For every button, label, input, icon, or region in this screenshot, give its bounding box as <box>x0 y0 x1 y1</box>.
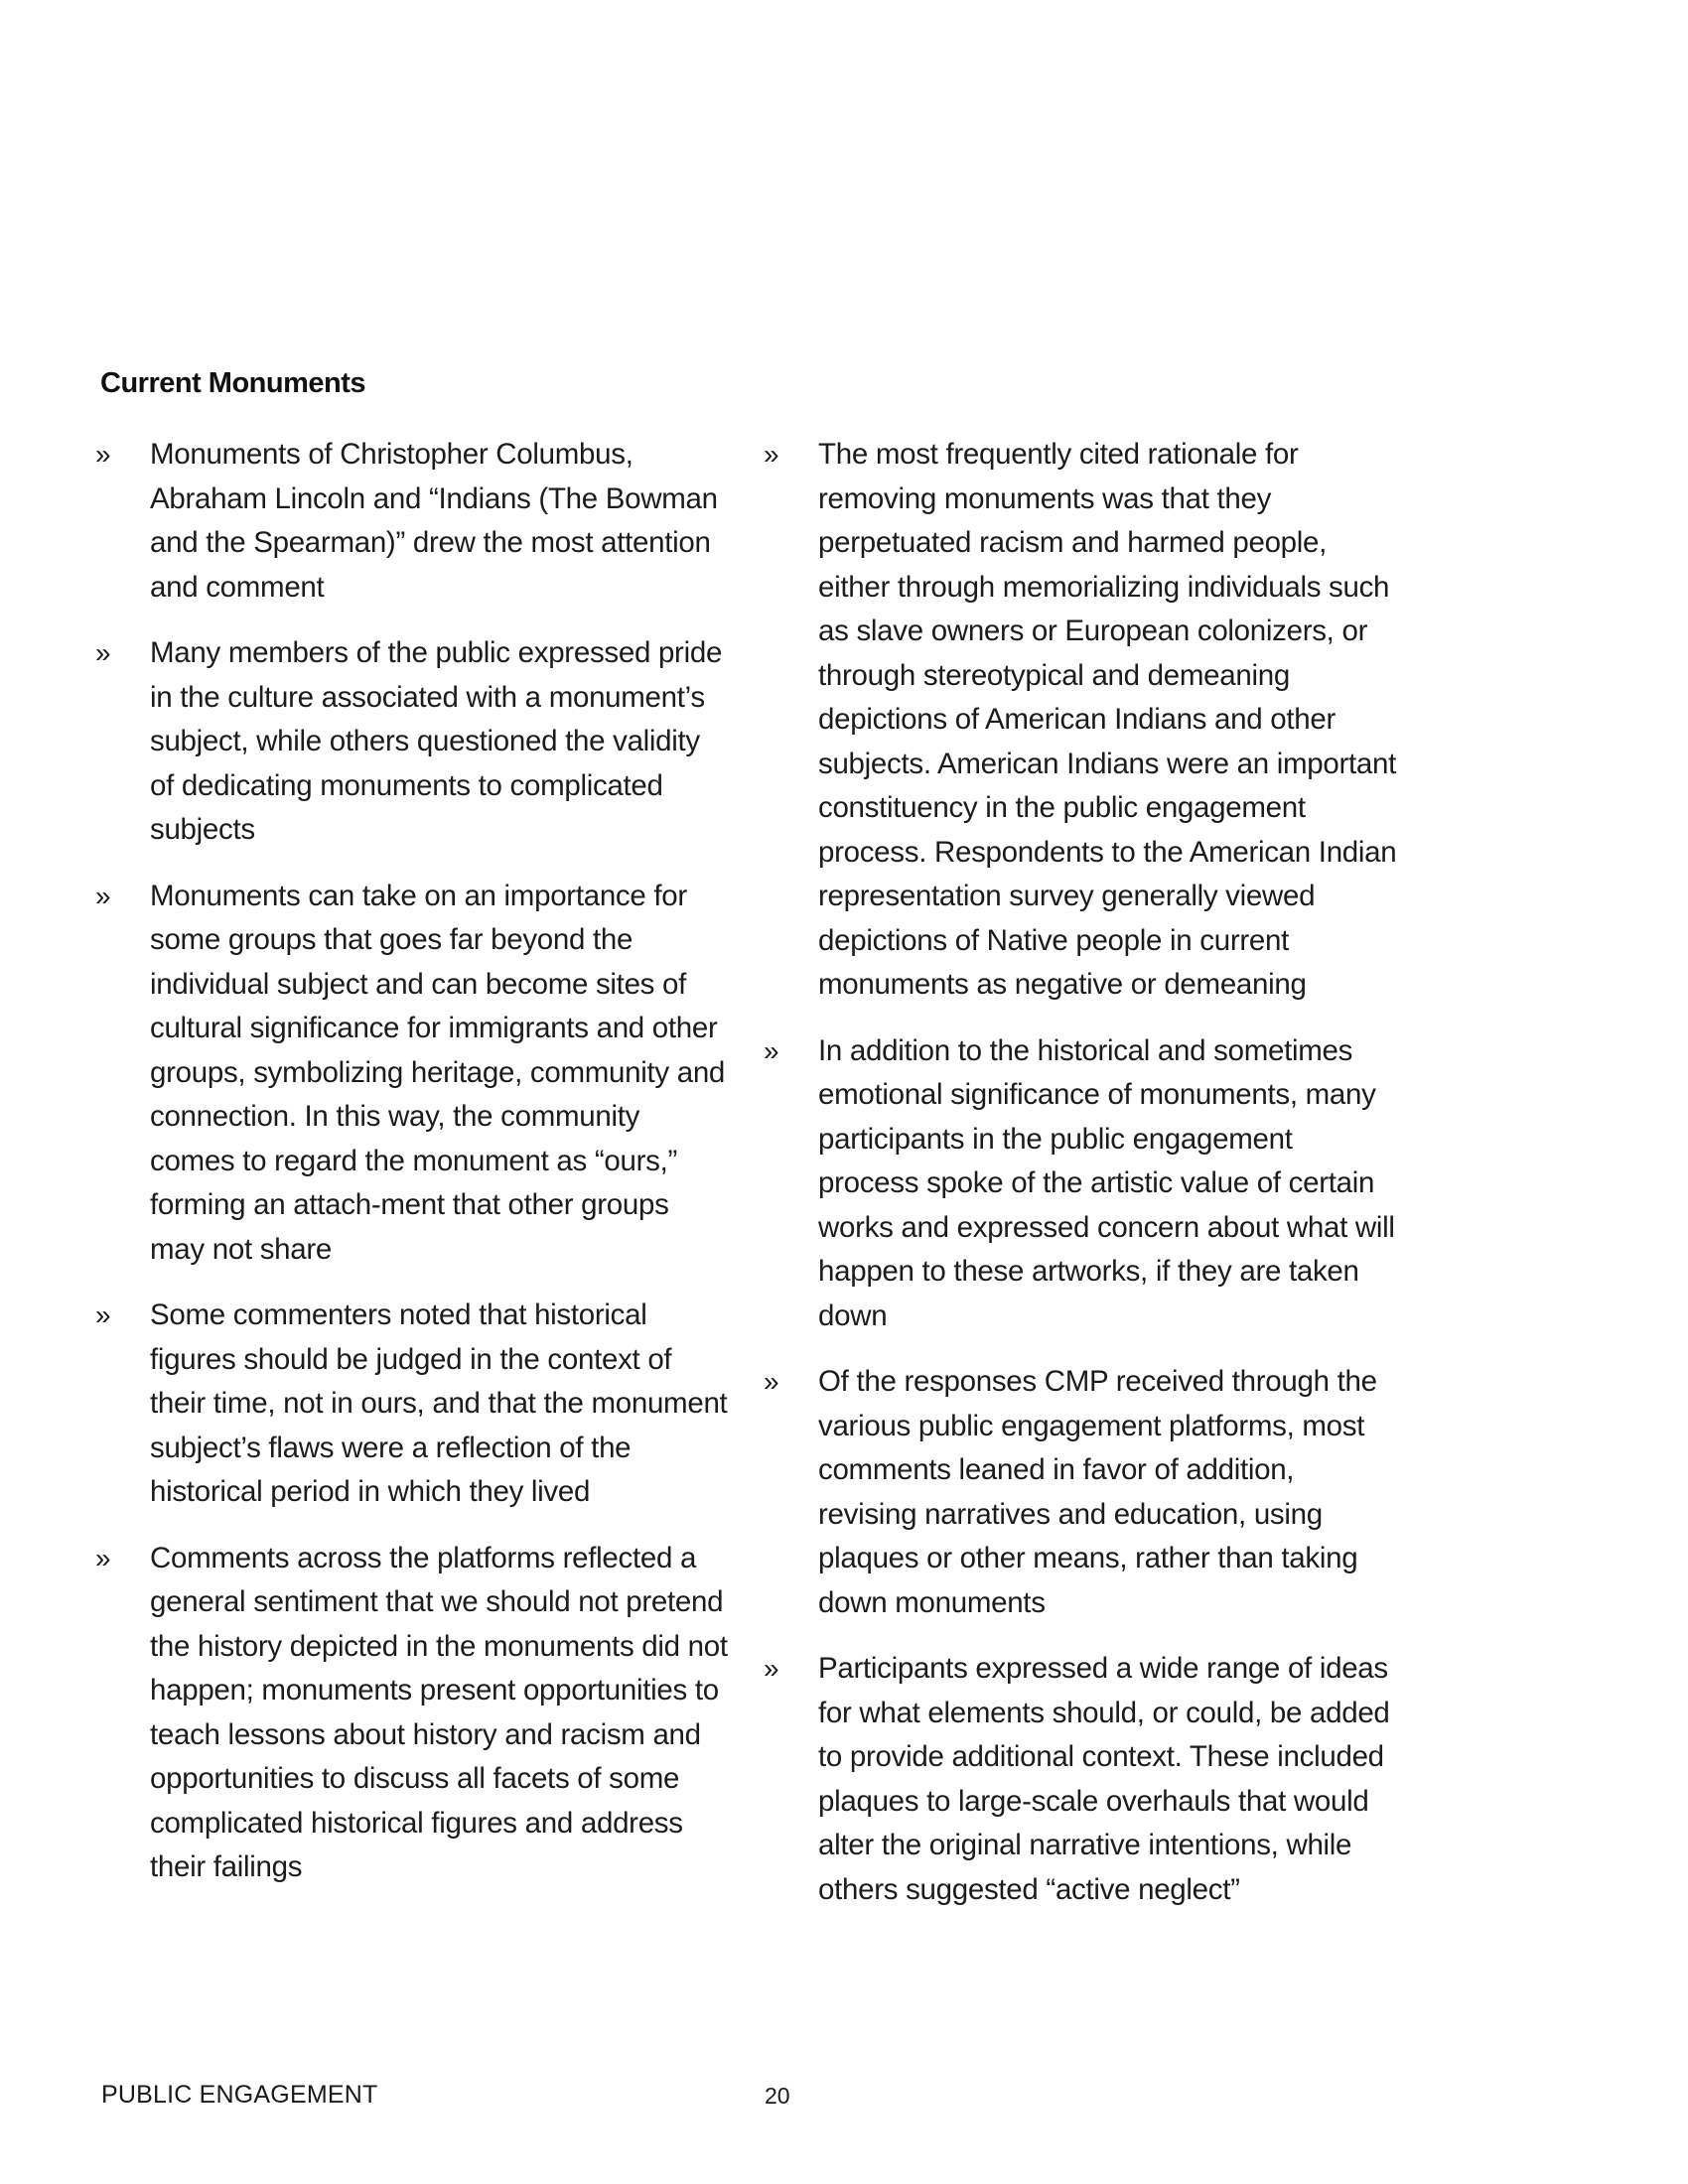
list-item-text: Participants expressed a wide range of ideas for what elements should, or could, be added to provide additional context. These included plaques to large-scale overhauls that would alter the original narrative intentions, while others suggested “active neglect” <box>818 1652 1390 1906</box>
list-item-text: Monuments can take on an importance for some groups that goes far beyond the individual subject and can become sites of cultural significance for immigrants and other groups, symbolizing heritage, community and connection. In this way, the community comes to regard the monument as “ours,” forming an attach-ment that other groups may not share <box>150 879 726 1266</box>
bullet-marker: » <box>95 880 111 911</box>
bullet-marker: » <box>764 1034 779 1066</box>
bullet-marker: » <box>764 1366 779 1397</box>
list-item <box>95 631 731 853</box>
list-item-text: Monuments of Christopher Columbus, Abraham Lincoln and “Indians (The Bowman and the Spearman)” drew the most attention and comment <box>150 438 718 604</box>
footer-section-label: PUBLIC ENGAGEMENT <box>101 2081 378 2109</box>
bullet-marker: » <box>95 1299 111 1330</box>
bullet-marker: » <box>95 637 111 668</box>
left-column-list <box>95 433 731 1912</box>
section-title: Current Monuments <box>100 367 365 399</box>
bullet-marker: » <box>764 439 779 470</box>
bullet-marker: » <box>764 1653 779 1684</box>
list-item <box>95 1537 731 1890</box>
list-item-text: Comments across the platforms reflected a general sentiment that we should not pretend the history depicted in the monuments did not happen; monuments present opportunities to teach lessons about history and racism and opportunities to discuss all facets of some complicated historical figures and address their failings <box>150 1541 728 1883</box>
bullet-marker: » <box>95 1542 111 1573</box>
list-item <box>95 875 731 1273</box>
list-item-text: Of the responses CMP received through the various public engagement platforms, most comments leaned in favor of addition, revising narratives and education, using plaques or other means, rather than taking down monuments <box>818 1365 1377 1619</box>
list-item <box>764 1029 1399 1339</box>
list-item-text: In addition to the historical and sometimes emotional significance of monuments, many participants in the public engagement process spoke of the artistic value of certain works and expressed concern about what will happen to these artworks, if they are taken down <box>818 1033 1395 1332</box>
list-item <box>95 1294 731 1515</box>
list-item-text: Some commenters noted that historical figures should be judged in the context of their time, not in ours, and that the monument subject’s flaws were a reflection of the historical period in which they lived <box>150 1298 728 1508</box>
bullet-marker: » <box>95 439 111 470</box>
list-item-text: The most frequently cited rationale for removing monuments was that they perpetuated racism and harmed people, either through memorializing individuals such as slave owners or European colonizers, or through stereotypical and demeaning depictions of American Indians and other subjects. American Indians were an important constituency in the public engagement process. Respondents to the American Indian representation survey generally viewed depictions of Native people in current monuments as negative or demeaning <box>818 438 1397 1001</box>
list-item-text: Many members of the public expressed pride in the culture associated with a monument’s subject, while others questioned the validity of dedicating monuments to complicated subjects <box>150 636 723 846</box>
list-item <box>764 1360 1399 1625</box>
list-item <box>95 433 731 610</box>
list-item <box>764 433 1399 1008</box>
right-column-list <box>764 433 1399 1934</box>
page-number: 20 <box>765 2083 790 2109</box>
list-item <box>764 1647 1399 1912</box>
